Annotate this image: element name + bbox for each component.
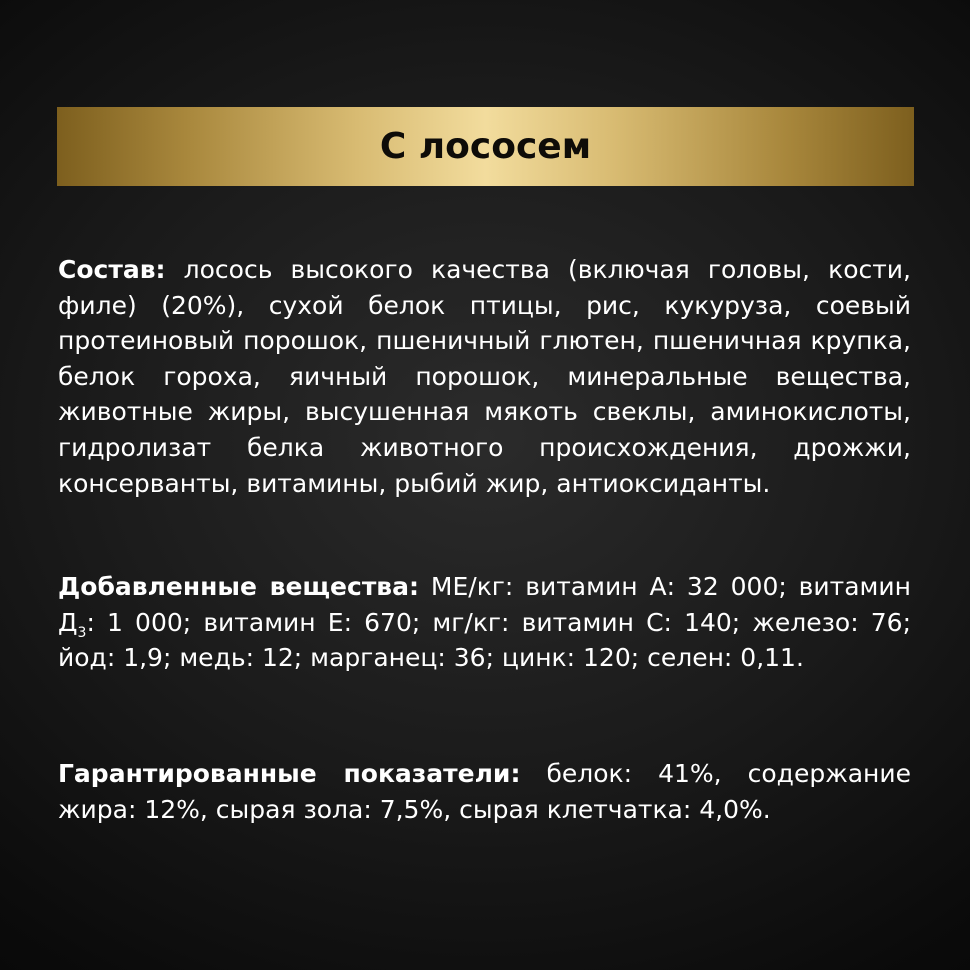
composition-section	[58, 252, 911, 501]
guaranteed-text: белок: 41%, содержание жира: 12%, сырая зола: 7,5%, сырая клетчатка: 4,0%.	[58, 759, 912, 824]
composition-text: лосось высокого качества (включая головы, кости, филе) (20%), сухой белок птицы, рис, кукуруза, соевый протеиновый порошок, пшеничный глютен, пшеничная крупка, белок гороха, яичный порошок, минеральные вещества, животные жиры, высушенная мякоть свеклы, аминокислоты, гидролизат белка животного происхождения, дрожжи, консерванты, витамины, рыбий жир, антиоксиданты.	[58, 255, 911, 498]
additives-text-end: : 1 000; витамин Е: 670; мг/кг: витамин С: 140; железо: 76; йод: 1,9; медь: 12; марганец: 36; цинк: 120; селен: 0,11.	[58, 607, 911, 673]
additives-heading: Добавленные вещества:	[58, 572, 419, 601]
additives-section	[58, 569, 911, 676]
guaranteed-analysis-section	[58, 756, 911, 827]
guaranteed-heading: Гарантированные показатели:	[58, 759, 521, 788]
product-variant-title: С лососем	[379, 126, 592, 167]
title-banner	[57, 107, 914, 186]
vitamin-d-subscript: 3	[77, 624, 87, 641]
additives-text-start: МЕ/кг: витамин А: 32 000; витамин Д	[58, 572, 911, 637]
composition-heading: Состав:	[58, 255, 166, 284]
guaranteed-paragraph	[58, 756, 911, 827]
additives-paragraph	[58, 569, 911, 676]
composition-paragraph	[58, 252, 911, 501]
